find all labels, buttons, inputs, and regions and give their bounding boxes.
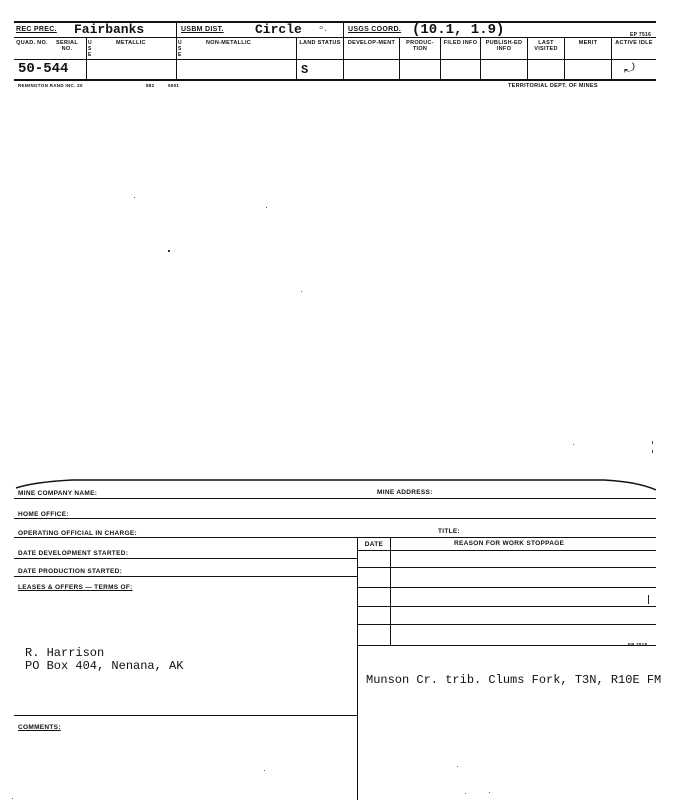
bottom-form-number: EP 7518 xyxy=(628,642,648,647)
mine-company-name-label: MINE COMPANY NAME: xyxy=(18,490,98,497)
date-production-started-label: DATE PRODUCTION STARTED: xyxy=(18,568,123,575)
usgs-dist-value: Circle xyxy=(255,22,302,37)
land-status-label: LAND STATUS xyxy=(299,40,341,46)
location-description: Munson Cr. trib. Clums Fork, T3N, R10E FM xyxy=(366,673,662,687)
operating-official-label: OPERATING OFFICIAL IN CHARGE: xyxy=(18,530,137,537)
printer-note: REMINGTON RAND INC. 20 xyxy=(18,83,83,88)
land-status-value: S xyxy=(301,63,309,77)
usgs-coord-label: USGS COORD. xyxy=(348,26,402,33)
published-info-label: PUBLISH-ED INFO xyxy=(485,40,523,52)
printer-code-2: 5501 xyxy=(168,83,180,88)
active-idle-label: ACTIVE IDLE xyxy=(615,40,653,46)
last-visited-label: LAST VISITED xyxy=(534,40,558,52)
development-label: DEVELOP-MENT xyxy=(347,40,396,46)
rec-prec-label: REC PREC. xyxy=(16,26,57,33)
nonmetallic-label: NON-METALLIC xyxy=(206,40,252,46)
home-office-label: HOME OFFICE: xyxy=(18,511,69,518)
rec-prec-value: Fairbanks xyxy=(74,22,145,37)
owner-address: PO Box 404, Nenana, AK xyxy=(25,659,184,673)
usgs-dist-label: USBM DIST. xyxy=(181,26,224,33)
form-number: EP 7516 xyxy=(630,32,652,38)
filed-info-label: FILED INFO xyxy=(443,40,478,46)
printer-code-1: 882 xyxy=(146,83,155,88)
quad-serial-value: 50-544 xyxy=(18,61,69,77)
active-idle-mark-icon: ⤾ xyxy=(624,60,635,75)
leases-offers-label: LEASES & OFFERS — TERMS OF: xyxy=(18,584,133,591)
card-bottom-border xyxy=(14,79,656,81)
usgs-coord-value: (10.1, 1.9) xyxy=(412,22,505,38)
stray-mark-icon: ∘. xyxy=(318,23,328,34)
nonmetallic-use-prefix: U S E xyxy=(178,40,182,58)
column-header-divider xyxy=(14,59,656,60)
metallic-label: METALLIC xyxy=(116,40,146,46)
reason-column-header: REASON FOR WORK STOPPAGE xyxy=(454,540,565,547)
merit-label: MERIT xyxy=(578,40,598,46)
owner-name: R. Harrison xyxy=(25,646,105,660)
quad-no-label: QUAD. NO. xyxy=(16,40,48,46)
serial-no-label: SERIAL NO. xyxy=(56,40,78,52)
form-center-divider xyxy=(357,537,358,800)
card-top-edge xyxy=(14,474,656,494)
date-column-header: DATE xyxy=(364,541,384,548)
comments-label: COMMENTS: xyxy=(18,724,61,731)
production-label: PRODUC-TION xyxy=(406,40,434,52)
mine-address-label: MINE ADDRESS: xyxy=(377,489,433,496)
date-development-started-label: DATE DEVELOPMENT STARTED: xyxy=(18,550,129,557)
metallic-use-prefix: U S E xyxy=(88,40,92,58)
header-row-divider xyxy=(14,37,656,38)
title-label: TITLE: xyxy=(438,528,461,535)
department-label: TERRITORIAL DEPT. OF MINES xyxy=(508,83,598,89)
